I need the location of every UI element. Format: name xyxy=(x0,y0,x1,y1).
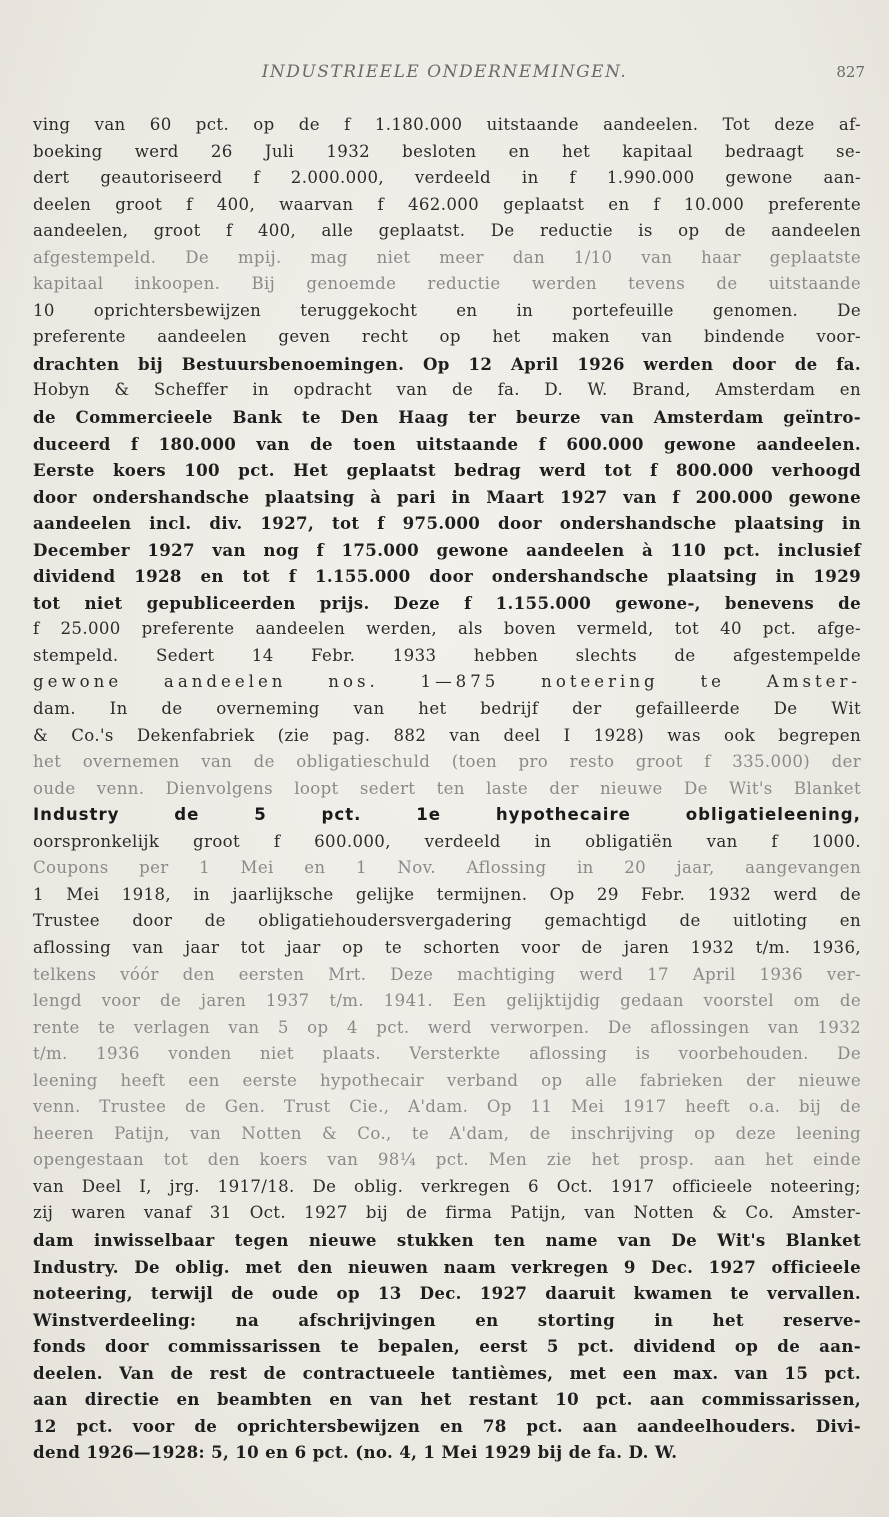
text-line: Coupons per 1 Mei en 1 Nov. Aflossing in 20 jaar, aangevangen xyxy=(33,858,861,878)
text-line: fonds door commissarissen te bepalen, eerst 5 pct. dividend op de aan- xyxy=(33,1336,861,1357)
text-line: dert geautoriseerd f 2.000.000, verdeeld in f 1.990.000 gewone aan- xyxy=(33,168,861,188)
text-line: boeking werd 26 Juli 1932 besloten en het kapitaal bedraagt se- xyxy=(33,141,861,161)
text-line: door ondershandsche plaatsing à pari in Maart 1927 van f 200.000 gewone xyxy=(33,486,861,507)
page-header xyxy=(0,62,889,86)
page-number: 827 xyxy=(836,63,865,81)
text-line: drachten bij Bestuursbenoemingen. Op 12 April 1926 werden door de fa. xyxy=(33,353,861,374)
body-text xyxy=(33,112,861,1466)
text-line: rente te verlagen van 5 op 4 pct. werd verworpen. De aflossingen van 1932 xyxy=(33,1017,861,1037)
text-line: 10 oprichtersbewijzen teruggekocht en in portefeuille genomen. De xyxy=(33,300,861,320)
text-line: telkens vóór den eersten Mrt. Deze machtiging werd 17 April 1936 ver- xyxy=(33,964,861,984)
text-line: & Co.'s Dekenfabriek (zie pag. 882 van deel I 1928) was ook begrepen xyxy=(33,725,861,745)
text-line: 12 pct. voor de oprichtersbewijzen en 78 pct. aan aandeelhouders. Divi- xyxy=(33,1415,861,1436)
text-line: zij waren vanaf 31 Oct. 1927 bij de firma Patijn, van Notten & Co. Amster- xyxy=(33,1203,861,1223)
text-line: deelen. Van de rest de contractueele tantièmes, met een max. van 15 pct. xyxy=(33,1362,861,1383)
text-line: aandeelen, groot f 400, alle geplaatst. De reductie is op de aandeelen xyxy=(33,221,861,241)
text-line: oorspronkelijk groot f 600.000, verdeeld in obligatiën van f 1000. xyxy=(33,831,861,851)
text-line: tot niet gepubliceerden prijs. Deze f 1.155.000 gewone-, benevens de xyxy=(33,592,861,613)
text-line: t/m. 1936 vonden niet plaats. Versterkte aflossing is voorbehouden. De xyxy=(33,1044,861,1064)
text-line: December 1927 van nog f 175.000 gewone aandeelen à 110 pct. inclusief xyxy=(33,539,861,560)
text-line: Eerste koers 100 pct. Het geplaatst bedrag werd tot f 800.000 verhoogd xyxy=(33,460,861,481)
text-line: het overnemen van de obligatieschuld (toen pro resto groot f 335.000) der xyxy=(33,752,861,772)
text-line: gewone aandeelen nos. 1—875 noteering te Amster- xyxy=(33,672,861,692)
text-line: Industry. De oblig. met den nieuwen naam verkregen 9 Dec. 1927 officieele xyxy=(33,1256,861,1277)
text-line: dividend 1928 en tot f 1.155.000 door ondershandsche plaatsing in 1929 xyxy=(33,566,861,587)
text-line: dam inwisselbaar tegen nieuwe stukken ten name van De Wit's Blanket xyxy=(33,1229,861,1250)
text-line: opengestaan tot den koers van 98¼ pct. Men zie het prosp. aan het einde xyxy=(33,1150,861,1170)
text-line: f 25.000 preferente aandeelen werden, als boven vermeld, tot 40 pct. afge- xyxy=(33,619,861,639)
text-line: leening heeft een eerste hypothecair verband op alle fabrieken der nieuwe xyxy=(33,1070,861,1090)
text-line: deelen groot f 400, waarvan f 462.000 geplaatst en f 10.000 preferente xyxy=(33,194,861,214)
text-line: aandeelen incl. div. 1927, tot f 975.000 door ondershandsche plaatsing in xyxy=(33,513,861,534)
text-line: van Deel I, jrg. 1917/18. De oblig. verkregen 6 Oct. 1917 officieele noteering; xyxy=(33,1176,861,1196)
text-line: lengd voor de jaren 1937 t/m. 1941. Een gelijktijdig gedaan voorstel om de xyxy=(33,991,861,1011)
text-line: noteering, terwijl de oude op 13 Dec. 1927 daaruit kwamen te vervallen. xyxy=(33,1283,861,1304)
text-line: aflossing van jaar tot jaar op te schorten voor de jaren 1932 t/m. 1936, xyxy=(33,937,861,957)
text-line: duceerd f 180.000 van de toen uitstaande f 600.000 gewone aandeelen. xyxy=(33,433,861,454)
text-line: ving van 60 pct. op de f 1.180.000 uitstaande aandeelen. Tot deze af- xyxy=(33,115,861,134)
text-line: heeren Patijn, van Notten & Co., te A'dam, de inschrijving op deze leening xyxy=(33,1123,861,1143)
text-line: Industry de 5 pct. 1e hypothecaire obligatieleening, xyxy=(33,805,861,825)
text-line: dam. In de overneming van het bedrijf der gefailleerde De Wit xyxy=(33,699,861,719)
text-line: kapitaal inkoopen. Bij genoemde reductie werden tevens de uitstaande xyxy=(33,274,861,294)
text-line: de Commercieele Bank te Den Haag ter beurze van Amsterdam geïntro- xyxy=(33,407,861,428)
text-line: Winstverdeeling: na afschrijvingen en storting in het reserve- xyxy=(33,1309,861,1330)
text-line: stempeld. Sedert 14 Febr. 1933 hebben slechts de afgestempelde xyxy=(33,645,861,665)
text-line: dend 1926—1928: 5, 10 en 6 pct. (no. 4, 1 Mei 1929 bij de fa. D. W. xyxy=(33,1442,678,1463)
text-line: preferente aandeelen geven recht op het maken van bindende voor- xyxy=(33,327,861,347)
text-line: oude venn. Dienvolgens loopt sedert ten laste der nieuwe De Wit's Blanket xyxy=(33,778,861,798)
text-line: aan directie en beambten en van het restant 10 pct. aan commissarissen, xyxy=(33,1389,861,1410)
text-line: 1 Mei 1918, in jaarlijksche gelijke termijnen. Op 29 Febr. 1932 werd de xyxy=(33,884,861,904)
text-line: afgestempeld. De mpij. mag niet meer dan 1/10 van haar geplaatste xyxy=(33,247,861,267)
text-line: venn. Trustee de Gen. Trust Cie., A'dam. Op 11 Mei 1917 heeft o.a. bij de xyxy=(33,1097,861,1117)
text-line: Trustee door de obligatiehoudersvergadering gemachtigd de uitloting en xyxy=(33,911,861,931)
running-title: INDUSTRIEELE ONDERNEMINGEN. xyxy=(261,62,628,82)
text-line: Hobyn & Scheffer in opdracht van de fa. D. W. Brand, Amsterdam en xyxy=(33,380,861,400)
